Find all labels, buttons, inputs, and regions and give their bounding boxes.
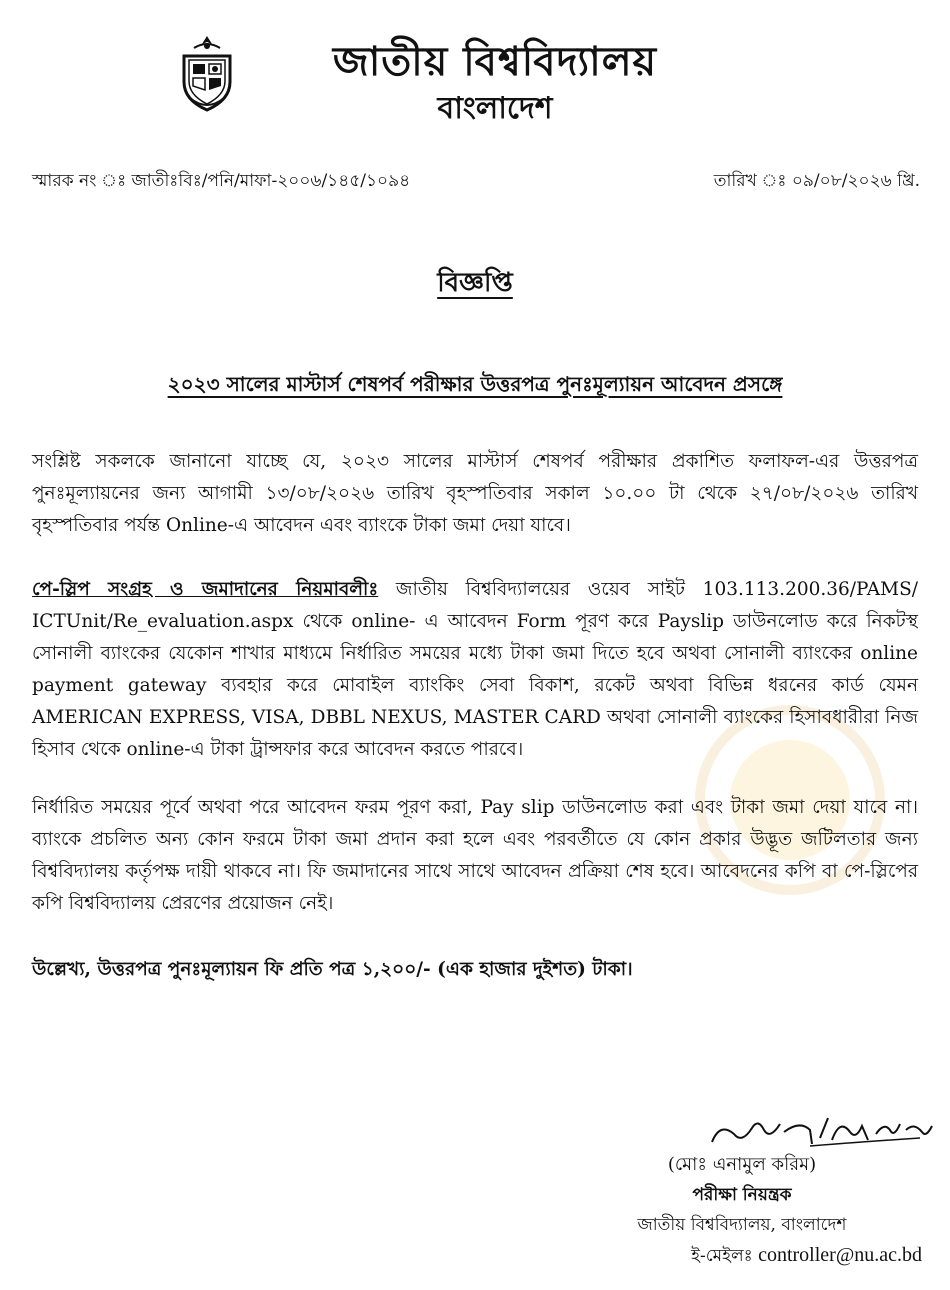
issue-date: তারিখ ঃ ০৯/০৮/২০২৬ খ্রি.	[713, 171, 920, 191]
body-paragraph-3: নির্ধারিত সময়ের পূর্বে অথবা পরে আবেদন ফরম পূরণ করা, Pay slip ডাউনলোড করা এবং টাকা জমা দেয়া যাবে না। ব্যাংকে প্রচলিত অন্য কোন ফরমে টাকা জমা প্রদান করা হলে এবং পরবর্তীতে যে কোন প্রকার উদ্ভূত জটিলতার জন্য বিশ্ববিদ্যালয় কর্তৃপক্ষ দায়ী থাকবে না। ফি জমাদানের সাথে সাথে আবেদন প্রক্রিয়া শেষ হবে। আবেদনের কপি বা পে-স্লিপের কপি বিশ্ববিদ্যালয় প্রেরণের প্রয়োজন নেই।	[32, 797, 918, 914]
country-name: বাংলাদেশ	[437, 91, 553, 126]
signatory-organization: জাতীয় বিশ্ববিদ্যালয়, বাংলাদেশ	[637, 1215, 847, 1235]
email-label: ই-মেইলঃ	[691, 1246, 759, 1266]
payslip-rules-heading: পে-স্লিপ সংগ্রহ ও জমাদানের নিয়মাবলীঃ	[32, 579, 379, 600]
body-paragraph-2	[32, 574, 918, 766]
notice-title-text: বিজ্ঞপ্তি	[437, 268, 513, 298]
signatory-name: (মোঃ এনামুল করিম)	[667, 1154, 817, 1175]
payslip-rules-text: জাতীয় বিশ্ববিদ্যালয়ের ওয়েব সাইট 103.113.200.36/PAMS/ ICTUnit/Re_evaluation.aspx থেকে online- এ আবেদন Form পূরণ করে Payslip ডাউনলোড করে নিকটস্থ সোনালী ব্যাংকের যেকোন শাখার মাধ্যমে নির্ধারিত সময়ের মধ্যে টাকা জমা দিতে হবে অথবা সোনালী ব্যাংকের online payment gateway ব্যবহার করে মোবাইল ব্যাংকিং সেবা বিকাশ, রকেট অথবা বিভিন্ন ধরনের কার্ড যেমন AMERICAN EXPRESS, VISA, DBBL NEXUS, MASTER CARD অথবা সোনালী ব্যাংকের হিসাবধারীরা নিজ হিসাব থেকে online-এ টাকা ট্রান্সফার করে আবেদন করতে পারবে।	[32, 579, 918, 760]
signatory-title: পরীক্ষা নিয়ন্ত্রক	[692, 1185, 792, 1205]
notice-subject-text: ২০২৩ সালের মাস্টার্স শেষপর্ব পরীক্ষার উত্তরপত্র পুনঃমূল্যায়ন আবেদন প্রসঙ্গে	[167, 372, 783, 396]
notice-subject	[0, 370, 950, 403]
fee-note: উল্লেখ্য, উত্তরপত্র পুনঃমূল্যায়ন ফি প্রতি পত্র ১,২০০/- (এক হাজার দুইশত) টাকা।	[32, 959, 633, 980]
email-address[interactable]: controller@nu.ac.bd	[758, 1244, 922, 1266]
signature-block	[562, 1150, 922, 1271]
memo-number: স্মারক নং ঃ জাতীঃবিঃ/পনি/মাফা-২০০৬/১৪৫/১০৯৪	[32, 171, 411, 191]
signatory-email-line	[562, 1240, 922, 1271]
notice-title	[0, 262, 950, 306]
body-paragraph-1: সংশ্লিষ্ট সকলকে জানানো যাচ্ছে যে, ২০২৩ সালের মাস্টার্স শেষপর্ব পরীক্ষার প্রকাশিত ফলাফল-এর উত্তরপত্র পুনঃমূল্যায়নের জন্য আগামী ১৩/০৮/২০২৬ তারিখ বৃহস্পতিবার সকাল ১০.০০ টা থেকে ২৭/০৮/২০২৬ তারিখ বৃহস্পতিবার পর্যন্ত Online-এ আবেদন এবং ব্যাংকে টাকা জমা দেয়া যাবে।	[32, 451, 918, 536]
university-name: জাতীয় বিশ্ববিদ্যালয়	[332, 38, 658, 85]
